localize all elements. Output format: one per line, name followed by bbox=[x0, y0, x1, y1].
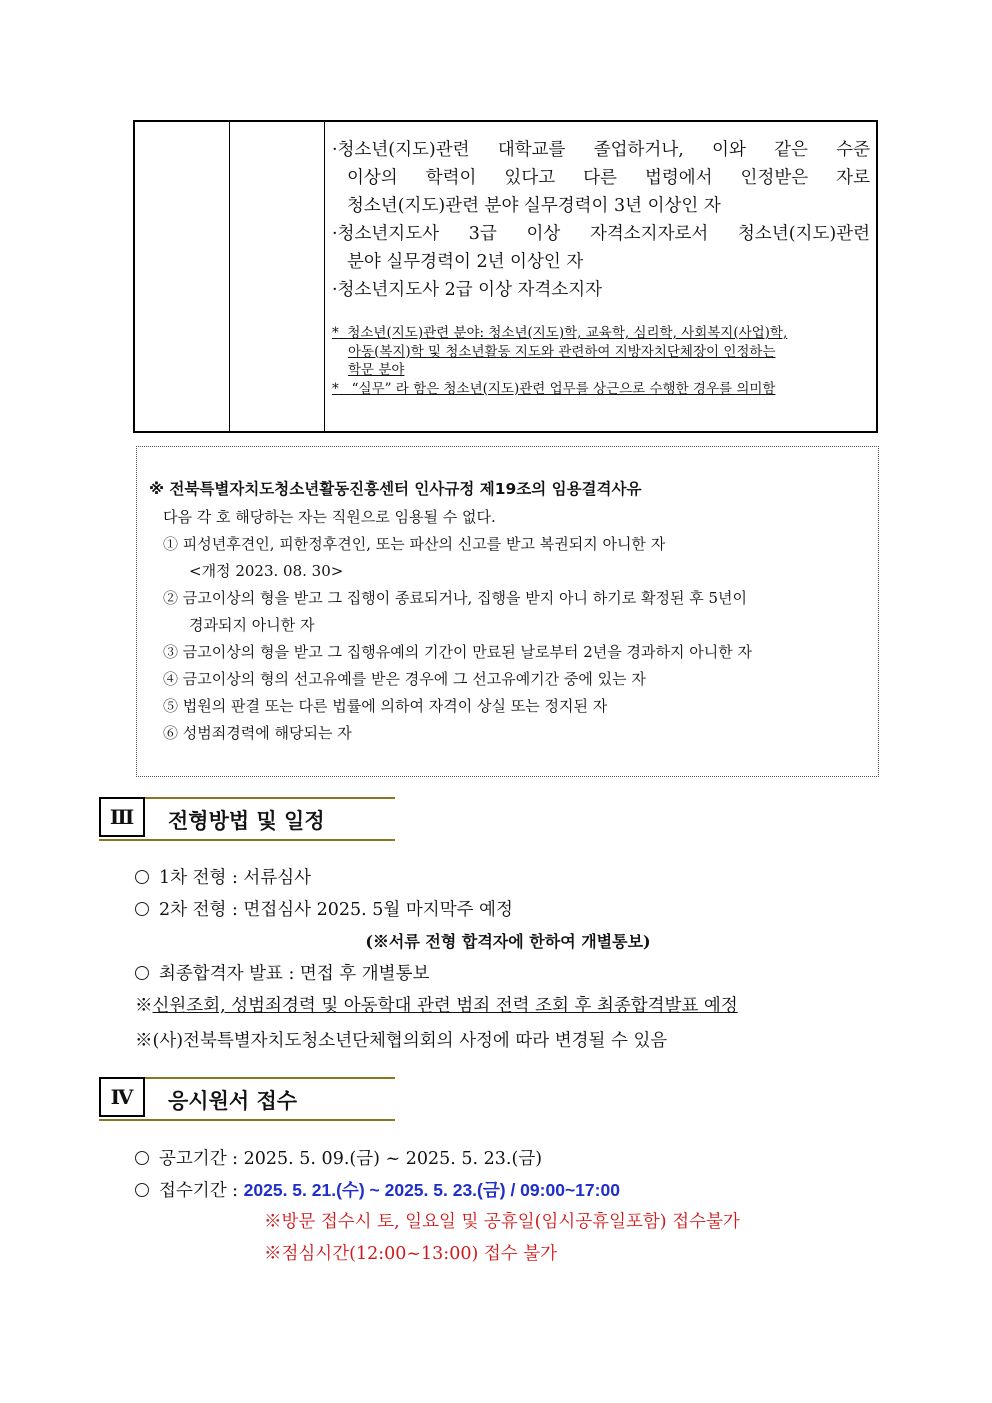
bullet-line: 분야 실무경력이 2년 이상인 자 bbox=[347, 252, 584, 272]
section-title: 응시원서 접수 bbox=[168, 1089, 298, 1113]
schedule-note: ※(사)전북특별자치도청소년단체협의회의 사정에 따라 변경될 수 있음 bbox=[135, 1031, 668, 1051]
circle-bullet-icon bbox=[135, 966, 149, 980]
qualification-bullet: ·청소년지도사 3급 이상 자격소지자로서 청소년(지도)관련 분야 실무경력이 2년 이상인 자 bbox=[332, 220, 870, 276]
schedule-item: 2차 전형 : 면접심사 2025. 5월 마지막주 예정 bbox=[135, 896, 513, 921]
qualification-bullet: ·청소년지도사 2급 이상 자격소지자 bbox=[332, 280, 603, 300]
disqualification-title: ※ 전북특별자치도청소년활동진흥센터 인사규정 제19조의 임용결격사유 bbox=[149, 480, 642, 498]
bullet-line: 이상의 학력이 있다고 다른 법령에서 인정받은 자로 bbox=[347, 168, 870, 188]
list-item: ⑥ 성범죄경력에 해당되는 자 bbox=[163, 724, 352, 742]
qualification-cell bbox=[332, 136, 870, 398]
note-line: 아동(복지)학 및 청소년활동 지도와 관련하여 지방자치단체장이 인정하는 bbox=[348, 343, 776, 360]
note-line: “실무” 라 함은 청소년(지도)관련 업무를 상근으로 수행한 경우를 의미함 bbox=[351, 380, 776, 397]
section-number-box: Ⅲ bbox=[99, 797, 145, 837]
circle-bullet-icon bbox=[135, 870, 149, 884]
disqualification-intro: 다음 각 호 해당하는 자는 직원으로 임용될 수 없다. bbox=[163, 508, 496, 526]
schedule-item: 1차 전형 : 서류심사 bbox=[135, 864, 311, 889]
qualification-notes: * 청소년(지도)관련 분야: 청소년(지도)학, 교육학, 심리학, 사회복지(사업)학, 아동(복지)학 및 청소년활동 지도와 관련하여 지방자치단체장이 인정하는 학문 분야 * “실무” 라 함은 청소년(지도)관련 업무를 상근으로 수행한 경우를 의미함 bbox=[332, 324, 870, 398]
list-item-continued: <개정 2023. 08. 30> bbox=[189, 562, 344, 580]
receipt-period: 2025. 5. 21.(수) ~ 2025. 5. 23.(금) / 09:00~17:00 bbox=[243, 1180, 620, 1200]
circle-bullet-icon bbox=[135, 1183, 149, 1197]
list-item: ④ 금고이상의 형의 선고유예를 받은 경우에 그 선고유예기간 중에 있는 자 bbox=[163, 670, 646, 688]
notice-text: ※점심시간(12:00~13:00) 접수 불가 bbox=[264, 1244, 558, 1264]
table-column-divider bbox=[229, 122, 230, 431]
schedule-note: (※서류 전형 합격자에 한하여 개별통보) bbox=[365, 932, 651, 951]
list-item: ③ 금고이상의 형을 받고 그 집행유예의 기간이 만료된 날로부터 2년을 경과하지 아니한 자 bbox=[163, 643, 752, 661]
bullet-line: 청소년(지도)관련 분야 실무경력이 3년 이상인 자 bbox=[347, 196, 721, 216]
qualification-table bbox=[133, 120, 878, 433]
schedule-item: 최종합격자 발표 : 면접 후 개별통보 bbox=[135, 960, 429, 985]
section-number-box: Ⅳ bbox=[99, 1077, 145, 1117]
disqualification-list bbox=[163, 504, 869, 747]
bullet-line: 청소년(지도)관련 대학교를 졸업하거나, 이와 같은 수준 bbox=[337, 140, 870, 160]
table-column-divider bbox=[324, 122, 325, 431]
circle-bullet-icon bbox=[135, 902, 149, 916]
note-line: 학문 분야 bbox=[348, 362, 405, 378]
application-item: 접수기간 : 2025. 5. 21.(수) ~ 2025. 5. 23.(금) / 09:00~17:00 bbox=[135, 1177, 620, 1202]
notice-text: ※방문 접수시 토, 일요일 및 공휴일(임시공휴일포함) 접수불가 bbox=[264, 1212, 740, 1232]
note-line: 청소년(지도)관련 분야: 청소년(지도)학, 교육학, 심리학, 사회복지(사업)학, bbox=[347, 325, 788, 341]
section-title: 전형방법 및 일정 bbox=[168, 809, 325, 833]
bullet-line: 청소년지도사 2급 이상 자격소지자 bbox=[337, 280, 603, 300]
list-item: ① 피성년후견인, 피한정후견인, 또는 파산의 신고를 받고 복권되지 아니한 자 bbox=[163, 535, 666, 553]
application-item: 공고기간 : 2025. 5. 09.(금) ~ 2025. 5. 23.(금) bbox=[135, 1145, 542, 1170]
disqualification-box bbox=[136, 446, 879, 777]
bullet-line: 청소년지도사 3급 이상 자격소지자로서 청소년(지도)관련 bbox=[337, 224, 870, 244]
list-item: ② 금고이상의 형을 받고 그 집행이 종료되거나, 집행을 받지 아니 하기로 확정된 후 5년이 bbox=[163, 589, 747, 607]
list-item-continued: 경과되지 아니한 자 bbox=[189, 616, 315, 634]
circle-bullet-icon bbox=[135, 1151, 149, 1165]
list-item: ⑤ 법원의 판결 또는 다른 법률에 의하여 자격이 상실 또는 정지된 자 bbox=[163, 697, 608, 715]
schedule-note: ※신원조회, 성범죄경력 및 아동학대 관련 범죄 전력 조회 후 최종합격발표 예정 bbox=[135, 996, 738, 1016]
qualification-bullet: ·청소년(지도)관련 대학교를 졸업하거나, 이와 같은 수준 이상의 학력이 있다고 다른 법령에서 인정받은 자로 청소년(지도)관련 분야 실무경력이 3년 이상인 자 bbox=[332, 136, 870, 220]
